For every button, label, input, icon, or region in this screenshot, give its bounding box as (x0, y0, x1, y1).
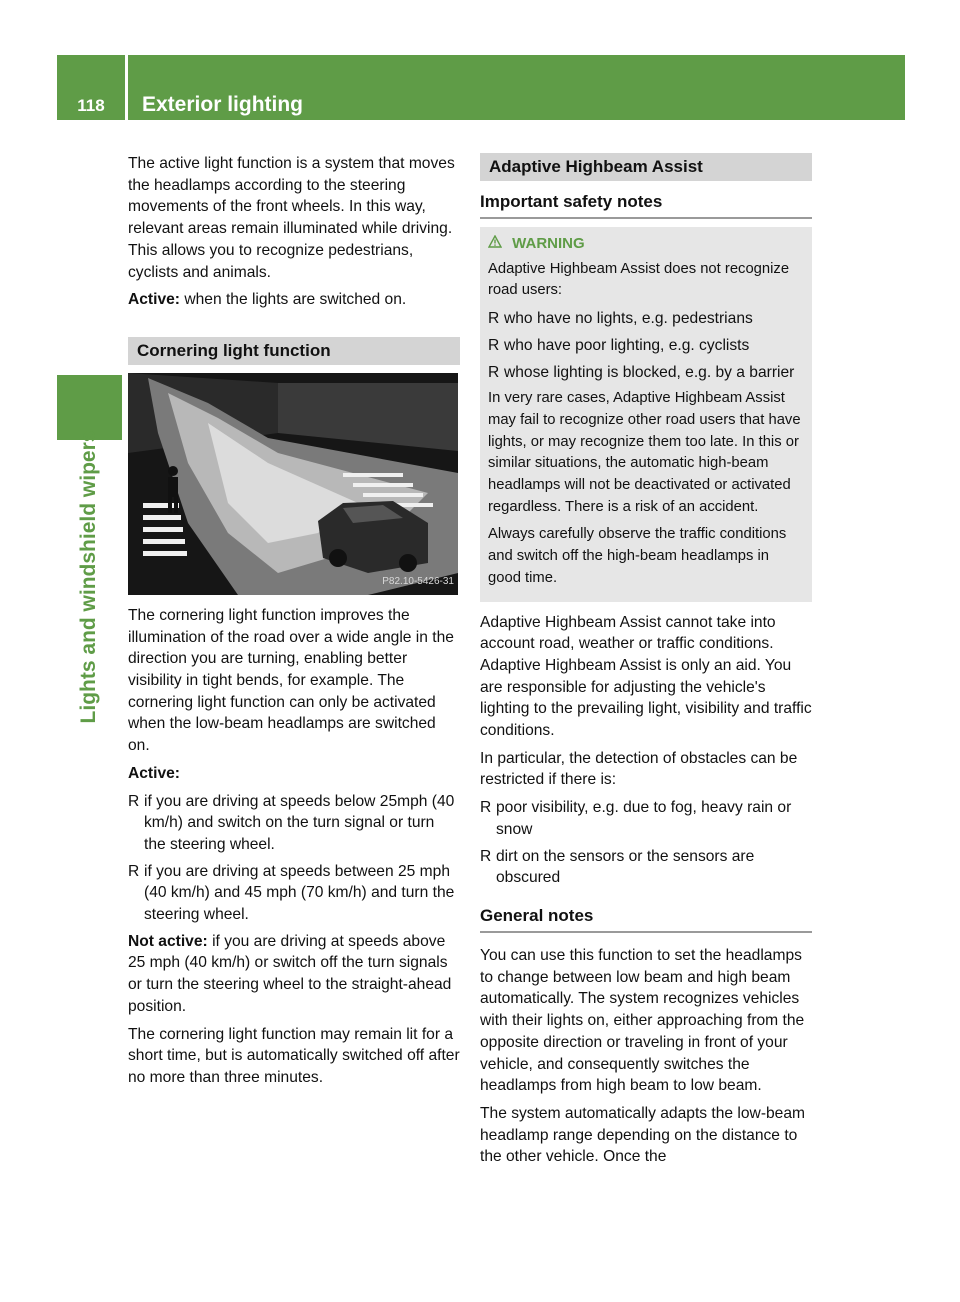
general-paragraph-2: The system automatically adapts the low-beam headlamp range depending on the distance to the other vehicle. Once the (480, 1104, 806, 1166)
header-divider (125, 55, 128, 120)
cornering-heading: Cornering light function (128, 337, 460, 365)
active-label: Active: (128, 291, 180, 309)
highbeam-paragraph-2: In particular, the detection of obstacles can be restricted if there is: (480, 749, 798, 789)
not-active-label: Not active: (128, 932, 208, 950)
list-item: R poor visibility, e.g. due to fog, heavy rain or snow (480, 799, 792, 838)
page-number: 118 (77, 96, 105, 115)
bullet-icon: R (480, 847, 492, 865)
side-tab-label: Lights and windshield wipers (77, 430, 100, 724)
bullet-icon: R (480, 799, 492, 817)
list-item: R dirt on the sensors or the sensors are obscured (480, 847, 755, 887)
bullet-icon: R (488, 363, 500, 381)
right-column (480, 153, 812, 1174)
list-item: R if you are driving at speeds between 25 mph (40 km/h) and 45 mph (70 km/h) and turn the steering wheel. (128, 862, 455, 924)
warning-paragraph-2: Always carefully observe the traffic conditions and switch off the high-beam headlamps in good time. (488, 526, 787, 586)
warning-triangle-icon (488, 235, 506, 252)
list-item: R if you are driving at speeds below 25mph (40 km/h) and switch on the turn signal or turn the steering wheel. (128, 792, 455, 853)
cornering-illustration (128, 373, 458, 595)
general-notes-heading: General notes (480, 903, 812, 933)
active-text: when the lights are switched on. (180, 291, 407, 309)
list-item: R whose lighting is blocked, e.g. by a barrier (488, 362, 804, 384)
bullet-icon: R (128, 862, 140, 880)
list-item: R who have poor lighting, e.g. cyclists (488, 335, 804, 357)
bullet-icon: R (488, 336, 500, 354)
warning-intro: Adaptive Highbeam Assist does not recognize road users: (488, 260, 790, 299)
list-item: R who have no lights, e.g. pedestrians (488, 308, 804, 330)
adaptive-highbeam-heading: Adaptive Highbeam Assist (480, 153, 812, 181)
intro-paragraph: The active light function is a system that moves the headlamps according to the steering movements of the front wheels. In this way, relevant areas remain illuminated while driving. This allows you to recognize pedestrians, cyclists and animals. (128, 155, 455, 281)
cornering-paragraph: The cornering light function improves the illumination of the road over a wide angle in the direction you are turning, enabling better visibility in tight bends, for example. The cornering light function can only be activated when the low-beam headlamps are switched on. (128, 606, 454, 755)
warning-paragraph-1: In very rare cases, Adaptive Highbeam Assist may fail to recognize other road users that have lights, or may recognize them too late. In this or similar situations, the automatic high-beam headlamps will not be deactivated or activated regardless. There is a risk of an accident. (488, 390, 801, 515)
section-title: Exterior lighting (142, 93, 304, 116)
safety-notes-heading: Important safety notes (480, 189, 812, 219)
figure-code: P82.10-5426-31 (382, 576, 454, 588)
left-column (128, 153, 460, 1095)
general-paragraph-1: You can use this function to set the headlamps to change between low beam and high beam automatically. The system recognizes vehicles with their lights on, either approaching from the opposite direction or traveling in front of your vehicle, and consequently switches the headlamps from high beam to low beam. (480, 946, 805, 1095)
bullet-icon: R (128, 792, 140, 810)
not-active-paragraph: Not active: if you are driving at speeds above 25 mph (40 km/h) or switch off the turn signals or turn the steering wheel to the straight-ahead position. (128, 932, 452, 1015)
active-paragraph (128, 289, 460, 311)
bullet-icon: R (488, 310, 500, 328)
warning-heading: WARNING (488, 233, 804, 255)
active-label-2: Active: (128, 764, 180, 782)
highbeam-paragraph-1: Adaptive Highbeam Assist cannot take into account road, weather or traffic conditions. Adaptive Highbeam Assist is only an aid. You are responsible for adjusting the vehicle's lighting to the prevailing light, visibility and traffic conditions. (480, 613, 812, 740)
final-paragraph: The cornering light function may remain lit for a short time, but is automatically switched off after no more than three minutes. (128, 1025, 460, 1086)
warning-box (480, 227, 812, 602)
cornering-light-figure (128, 373, 458, 595)
